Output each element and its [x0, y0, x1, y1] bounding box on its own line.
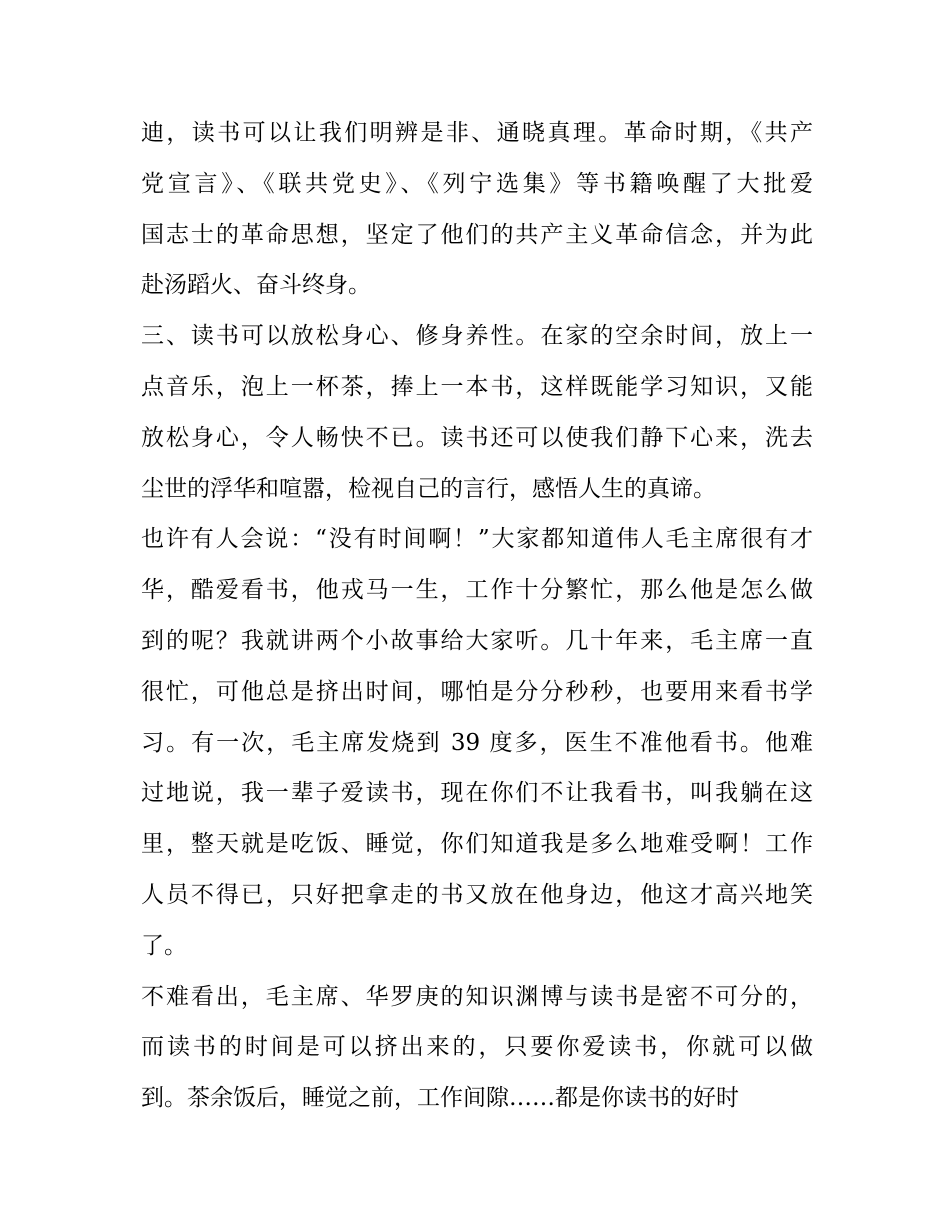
- text-line: 到。茶余饭后，睡觉之前，工作间隙……都是你读书的好时: [141, 1085, 739, 1112]
- text-line: 很忙，可他总是挤出时间，哪怕是分分秒秒，也要用来看书学: [141, 678, 813, 705]
- text-line: 习。有一次，毛主席发烧到 39 度多，医生不准他看书。他难: [141, 729, 813, 756]
- text-line: 过地说，我一辈子爱读书，现在你们不让我看书，叫我躺在这: [141, 780, 813, 807]
- text-line: 三、读书可以放松身心、修身养性。在家的空余时间，放上一: [141, 323, 813, 350]
- text-line: 迪，读书可以让我们明辨是非、通晓真理。革命时期，《共产: [141, 120, 813, 146]
- body-text: [141, 108, 813, 1124]
- text-line: 了。: [141, 932, 187, 959]
- text-line: 里，整天就是吃饭、睡觉，你们知道我是多么地难受啊！工作: [141, 831, 813, 858]
- text-line: 尘世的浮华和喧嚣，检视自己的言行，感悟人生的真谛。: [141, 475, 716, 502]
- text-line: 也许有人会说：“没有时间啊！”大家都知道伟人毛主席很有才: [141, 526, 813, 553]
- text-line: 点音乐，泡上一杯茶，捧上一本书，这样既能学习知识，又能: [141, 373, 813, 400]
- text-line: 而读书的时间是可以挤出来的，只要你爱读书，你就可以做: [141, 1034, 813, 1061]
- text-line: 放松身心，令人畅快不已。读书还可以使我们静下心来，洗去: [141, 424, 813, 451]
- text-line: 不难看出，毛主席、华罗庚的知识渊博与读书是密不可分的，: [141, 983, 813, 1010]
- text-line: 党宣言》、《联共党史》、《列宁选集》等书籍唤醒了大批爱: [141, 170, 813, 197]
- text-line: 国志士的革命思想，坚定了他们的共产主义革命信念，并为此: [141, 221, 813, 248]
- text-line: 人员不得已，只好把拿走的书又放在他身边，他这才高兴地笑: [141, 881, 813, 908]
- text-line: 赴汤蹈火、奋斗终身。: [141, 272, 371, 299]
- text-line: 到的呢？我就讲两个小故事给大家听。几十年来，毛主席一直: [141, 627, 813, 654]
- text-line: 华，酷爱看书，他戎马一生，工作十分繁忙，那么他是怎么做: [141, 577, 813, 604]
